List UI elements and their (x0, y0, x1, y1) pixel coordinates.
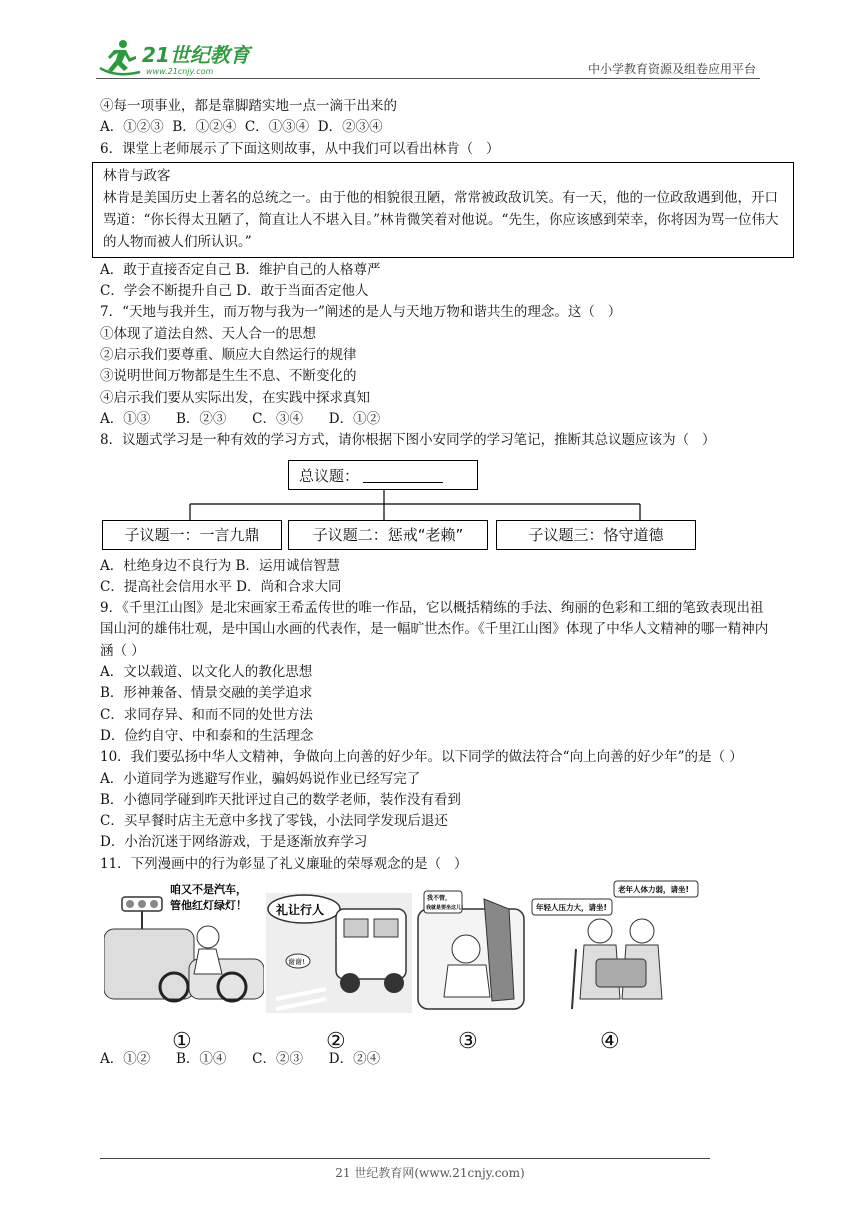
cartoon-4-speech-2: 年轻人压力大，请坐! (536, 903, 607, 913)
header-right-text: 中小学教育资源及组卷应用平台 (587, 62, 756, 76)
cartoon-3-speech-line1: 我不管， (427, 895, 452, 903)
answer-option-d: D．小治沉迷于网络游戏，于是逐渐放弃学习 (100, 834, 368, 851)
subtopic-3: 子议题三：恪守道德 (496, 520, 696, 550)
footer-divider (100, 1158, 710, 1159)
statement: ④启示我们要从实际出发，在实践中探求真知 (100, 389, 370, 406)
statement: ②启示我们要尊重、顺应大自然运行的规律 (100, 347, 357, 364)
question-7: 7．“天地与我并生，而万物与我为一”阐述的是人与天地万物和谐共生的理念。这（ ） (100, 304, 622, 321)
runner-icon (100, 40, 140, 74)
answer-options: A．杜绝身边不良行为 B．运用诚信智慧 (100, 557, 340, 574)
cartoon-3-image (414, 879, 528, 1029)
statement: ①体现了道法自然、天人合一的思想 (100, 325, 316, 342)
cartoon-2-thanks: 谢谢! (288, 958, 305, 967)
answer-option-c: C．求同存异、和而不同的处世方法 (100, 706, 313, 723)
footer-text: 21 世纪教育网(www.21cnjy.com) (335, 1166, 525, 1180)
question-11: 11．下列漫画中的行为彰显了礼义廉耻的荣辱观念的是（ ） (100, 855, 468, 872)
answer-options: C．学会不断提升自己 D．敢于当面否定他人 (100, 283, 369, 300)
statement: ③说明世间万物都是生生不息、不断变化的 (100, 368, 357, 385)
answer-option-d: D．俭约自守、中和泰和的生活理念 (100, 727, 314, 744)
topic-diagram (100, 454, 772, 554)
story-text: 林肯是美国历史上著名的总统之一。由于他的相貌很丑陋，常常被政敌讥笑。有一天，他的一位政敌遇到他，开口骂道：“你长得太丑陋了，简直让人不堪入目。”林肯微笑着对他说。“先生，你应该感到荣幸，你将因为骂一位伟大的人物而被人们所认识。” (103, 189, 779, 250)
header-divider (96, 78, 760, 79)
answer-options: C．提高社会信用水平 D．尚和合求大同 (100, 578, 342, 595)
logo-url: www.21cnjy.com (146, 67, 214, 76)
cartoon-4-image (530, 879, 700, 1029)
answer-option-b: B．形神兼备、情景交融的美学追求 (100, 685, 313, 702)
cartoon-2-label: ② (326, 1029, 346, 1055)
question-6: 6．课堂上老师展示了下面这则故事，从中我们可以看出林肯（ ） (100, 140, 500, 157)
question-8: 8．议题式学习是一种有效的学习方式，请你根据下图小安同学的学习笔记，推断其总议题应该为（ ） (100, 432, 716, 449)
answer-option-b: B．小德同学碰到昨天批评过自己的数学老师，装作没有看到 (100, 791, 461, 808)
cartoon-3-label: ③ (458, 1029, 478, 1055)
cartoon-1-label: ① (172, 1029, 192, 1055)
cartoon-4-label: ④ (600, 1029, 620, 1055)
subtopic-1: 子议题一：一言九鼎 (102, 520, 282, 550)
subtopic-2: 子议题二：惩戒“老赖” (288, 520, 488, 550)
cartoon-4-speech-1: 老年人体力弱，请坐! (618, 885, 689, 895)
cartoon-1-speech-line2: 管他红灯绿灯！ (170, 899, 247, 913)
option-line: ④每一项事业，都是靠脚踏实地一点一滴干出来的 (100, 98, 397, 114)
answer-options: A．①②③ B．①②④ C．①③④ D．②③④ (100, 119, 383, 136)
question-content (100, 96, 779, 1070)
question-9: 9．《千里江山图》是北宋画家王希孟传世的唯一作品，它以概括精练的手法、绚丽的色彩和工细的笔致表现出祖国山河的雄伟壮观，是中国山水画的代表作，是一幅旷世杰作。《千里江山图》体现了中华人文精神的哪一精神内涵（ ） (100, 600, 769, 659)
cartoon-3-speech-line2: 我就是要坐这儿! (426, 905, 464, 912)
site-logo (96, 38, 266, 78)
answer-option-a: A．文以载道、以文化人的教化思想 (100, 664, 313, 681)
story-box (92, 162, 794, 258)
main-topic-box: 总议题： (288, 460, 478, 490)
logo-text: 21世纪教育 (142, 43, 250, 67)
answer-options: A．①② B．①④ C．②③ D．②④ (100, 1051, 381, 1068)
answer-option-a: A．小道同学为逃避写作业，骗妈妈说作业已经写完了 (100, 770, 421, 787)
cartoon-1-speech-line1: 咱又不是汽车， (170, 883, 247, 897)
answer-options: A．①③ B．②③ C．③④ D．①② (100, 410, 381, 427)
cartoon-1-image (104, 879, 264, 1029)
answer-option-c: C．买早餐时店主无意中多找了零钱，小法同学发现后退还 (100, 813, 448, 830)
cartoon-2-sign: 礼让行人 (276, 903, 325, 918)
cartoon-2-image (266, 879, 412, 1029)
question-10: 10．我们要弘扬中华人文精神，争做向上向善的好少年。以下同学的做法符合“向上向善的好少年”的是（ ） (100, 749, 743, 766)
story-title: 林肯与政客 (103, 167, 171, 184)
cartoon-strip (100, 879, 772, 1055)
answer-options: A．敢于直接否定自己 B．维护自己的人格尊严 (100, 261, 381, 278)
